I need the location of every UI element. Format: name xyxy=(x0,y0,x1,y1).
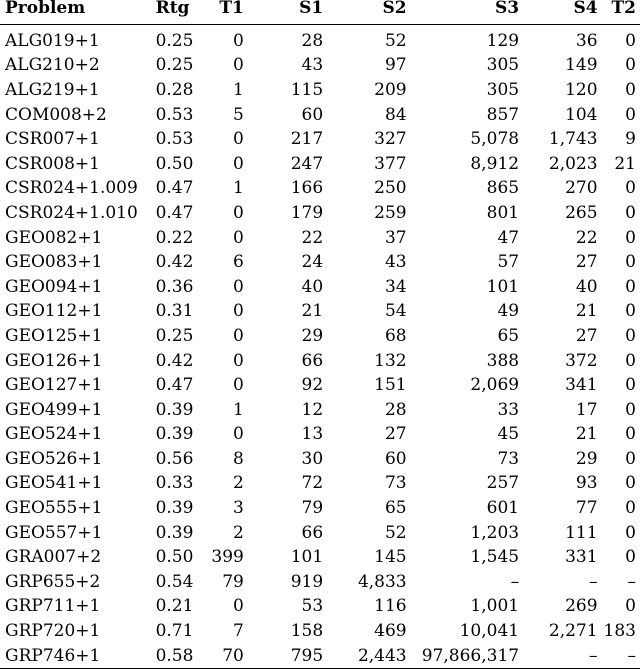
cell-rtg: 0.31 xyxy=(155,301,194,322)
cell-problem: GEO541+1 xyxy=(5,473,103,494)
cell-t1: 7 xyxy=(233,621,244,642)
cell-s1: 66 xyxy=(301,350,324,371)
cell-t2: 0 xyxy=(625,350,636,371)
cell-s2: 2,443 xyxy=(357,645,407,666)
cell-t2: 0 xyxy=(625,276,636,297)
cell-problem: GEO499+1 xyxy=(5,399,103,420)
cell-s1: 247 xyxy=(290,153,324,174)
cell-s1: 30 xyxy=(301,448,324,469)
cell-s2: 259 xyxy=(374,202,407,223)
cell-problem: ALG210+2 xyxy=(5,55,100,76)
header-t2: T2 xyxy=(611,0,636,18)
cell-t1: 79 xyxy=(222,571,244,592)
cell-t2: 0 xyxy=(625,30,636,51)
cell-t2: 0 xyxy=(625,202,636,223)
table-row xyxy=(0,78,640,103)
cell-s3: 47 xyxy=(497,227,520,248)
cell-s3: 49 xyxy=(497,301,520,322)
cell-s4: 120 xyxy=(565,79,598,100)
cell-t2: 0 xyxy=(625,55,636,76)
cell-s1: 72 xyxy=(301,473,324,494)
cell-s1: 92 xyxy=(301,375,324,396)
cell-t2: 9 xyxy=(625,129,636,150)
table-row xyxy=(0,373,640,398)
cell-problem: GEO126+1 xyxy=(5,350,103,371)
cell-rtg: 0.33 xyxy=(155,473,194,494)
cell-t1: 1 xyxy=(233,79,244,100)
cell-s4: 331 xyxy=(565,547,598,568)
cell-t1: 1 xyxy=(233,178,244,199)
cell-s1: 12 xyxy=(301,399,324,420)
cell-t2: 0 xyxy=(625,227,636,248)
cell-s2: 97 xyxy=(384,55,407,76)
cell-s4: 1,743 xyxy=(548,129,598,150)
table-row xyxy=(0,496,640,521)
table-body xyxy=(0,25,640,669)
cell-s1: 166 xyxy=(290,178,324,199)
cell-t1: 2 xyxy=(233,522,244,543)
cell-s3: 45 xyxy=(497,424,520,445)
cell-t2: 0 xyxy=(625,375,636,396)
header-s1: S1 xyxy=(299,0,324,18)
cell-problem: GRA007+2 xyxy=(5,547,102,568)
table-row xyxy=(0,177,640,202)
cell-rtg: 0.36 xyxy=(155,276,194,297)
cell-s3: 57 xyxy=(497,252,520,273)
cell-s1: 40 xyxy=(301,276,324,297)
cell-t1: 0 xyxy=(233,596,244,617)
cell-t1: 0 xyxy=(233,301,244,322)
header-rtg: Rtg xyxy=(155,0,190,18)
cell-s2: 28 xyxy=(384,399,407,420)
cell-rtg: 0.25 xyxy=(155,325,194,346)
cell-s4: 270 xyxy=(565,178,598,199)
table-row xyxy=(0,25,640,54)
table-row xyxy=(0,300,640,325)
cell-s3: 101 xyxy=(486,276,520,297)
cell-t1: 0 xyxy=(233,202,244,223)
cell-rtg: 0.47 xyxy=(155,375,194,396)
cell-s4: 104 xyxy=(565,104,598,125)
cell-s4: 2,023 xyxy=(548,153,598,174)
cell-t2: 0 xyxy=(625,596,636,617)
cell-t2: – xyxy=(627,571,636,592)
cell-s2: 43 xyxy=(384,252,407,273)
cell-s1: 21 xyxy=(301,301,324,322)
cell-s4: 341 xyxy=(565,375,598,396)
cell-t1: 6 xyxy=(233,252,244,273)
table-row xyxy=(0,152,640,177)
cell-s1: 60 xyxy=(301,104,324,125)
cell-t1: 0 xyxy=(233,227,244,248)
cell-t1: 0 xyxy=(233,375,244,396)
cell-s2: 54 xyxy=(384,301,407,322)
cell-t2: 0 xyxy=(625,178,636,199)
cell-rtg: 0.58 xyxy=(155,645,194,666)
cell-problem: GEO125+1 xyxy=(5,325,103,346)
cell-t1: 0 xyxy=(233,129,244,150)
cell-s1: 66 xyxy=(301,522,324,543)
cell-t2: 0 xyxy=(625,104,636,125)
cell-rtg: 0.42 xyxy=(155,350,194,371)
table-row xyxy=(0,423,640,448)
cell-t1: 0 xyxy=(233,424,244,445)
table-row xyxy=(0,324,640,349)
cell-s2: 34 xyxy=(384,276,407,297)
cell-problem: CSR008+1 xyxy=(5,153,100,174)
cell-problem: CSR007+1 xyxy=(5,129,100,150)
cell-s2: 327 xyxy=(374,129,407,150)
table-row xyxy=(0,619,640,644)
cell-t1: 8 xyxy=(233,448,244,469)
cell-s2: 60 xyxy=(384,448,407,469)
cell-t2: 0 xyxy=(625,424,636,445)
cell-s3: 65 xyxy=(497,325,520,346)
cell-s2: 377 xyxy=(374,153,407,174)
cell-t1: 0 xyxy=(233,350,244,371)
cell-s2: 65 xyxy=(384,498,407,519)
cell-t1: 2 xyxy=(233,473,244,494)
header-s4: S4 xyxy=(573,0,598,18)
cell-s3: 305 xyxy=(486,79,520,100)
header-t1: T1 xyxy=(219,0,244,18)
header-problem: Problem xyxy=(5,0,86,18)
cell-s3: – xyxy=(510,571,520,592)
table-row xyxy=(0,54,640,79)
cell-s4: 17 xyxy=(575,399,598,420)
cell-s1: 43 xyxy=(301,55,324,76)
cell-t1: 399 xyxy=(211,547,244,568)
cell-s1: 13 xyxy=(301,424,324,445)
cell-s2: 116 xyxy=(374,596,407,617)
cell-problem: CSR024+1.010 xyxy=(5,202,138,223)
cell-s4: – xyxy=(589,645,598,666)
table-row xyxy=(0,127,640,152)
cell-s3: 10,041 xyxy=(459,621,520,642)
cell-rtg: 0.39 xyxy=(155,424,194,445)
cell-t2: 0 xyxy=(625,252,636,273)
cell-problem: GEO083+1 xyxy=(5,252,103,273)
cell-s4: 29 xyxy=(575,448,598,469)
table-row xyxy=(0,447,640,472)
cell-s3: 865 xyxy=(486,178,520,199)
cell-t2: 0 xyxy=(625,498,636,519)
cell-t1: 5 xyxy=(233,104,244,125)
cell-s4: 27 xyxy=(575,252,598,273)
cell-s4: 21 xyxy=(575,424,598,445)
cell-rtg: 0.21 xyxy=(155,596,194,617)
cell-t2: 0 xyxy=(625,325,636,346)
cell-rtg: 0.42 xyxy=(155,252,194,273)
cell-s2: 84 xyxy=(384,104,407,125)
cell-rtg: 0.39 xyxy=(155,399,194,420)
cell-t1: 0 xyxy=(233,153,244,174)
cell-s1: 24 xyxy=(301,252,324,273)
cell-rtg: 0.47 xyxy=(155,178,194,199)
cell-s1: 28 xyxy=(301,30,324,51)
cell-s1: 115 xyxy=(290,79,324,100)
table-header xyxy=(0,0,640,25)
cell-t2: 0 xyxy=(625,547,636,568)
cell-s3: 129 xyxy=(486,30,520,51)
cell-t1: 1 xyxy=(233,399,244,420)
cell-t2: 21 xyxy=(614,153,636,174)
cell-s4: 111 xyxy=(565,522,598,543)
cell-s3: 1,203 xyxy=(470,522,520,543)
cell-problem: GEO524+1 xyxy=(5,424,103,445)
table-row xyxy=(0,201,640,226)
table-row xyxy=(0,595,640,620)
cell-s4: 269 xyxy=(565,596,598,617)
table-row xyxy=(0,545,640,570)
cell-s4: 22 xyxy=(575,227,598,248)
cell-s2: 145 xyxy=(374,547,407,568)
cell-problem: GEO557+1 xyxy=(5,522,103,543)
table-row xyxy=(0,103,640,128)
cell-s2: 151 xyxy=(374,375,407,396)
table-row xyxy=(0,250,640,275)
cell-rtg: 0.39 xyxy=(155,498,194,519)
cell-t2: – xyxy=(627,645,636,666)
cell-t1: 70 xyxy=(222,645,244,666)
cell-problem: ALG019+1 xyxy=(5,30,100,51)
cell-s1: 22 xyxy=(301,227,324,248)
cell-s1: 795 xyxy=(290,645,324,666)
cell-t1: 0 xyxy=(233,55,244,76)
cell-problem: GEO082+1 xyxy=(5,227,103,248)
cell-t2: 0 xyxy=(625,522,636,543)
cell-s2: 52 xyxy=(384,30,407,51)
cell-s3: 1,001 xyxy=(470,596,520,617)
cell-s3: 1,545 xyxy=(470,547,520,568)
cell-rtg: 0.56 xyxy=(155,448,194,469)
cell-s3: 305 xyxy=(486,55,520,76)
cell-t2: 0 xyxy=(625,399,636,420)
cell-s2: 209 xyxy=(374,79,407,100)
cell-rtg: 0.54 xyxy=(155,571,194,592)
cell-s2: 68 xyxy=(384,325,407,346)
cell-s3: 257 xyxy=(486,473,520,494)
cell-rtg: 0.25 xyxy=(155,55,194,76)
table-row xyxy=(0,644,640,669)
header-s3: S3 xyxy=(494,0,520,18)
table-row xyxy=(0,398,640,423)
cell-rtg: 0.71 xyxy=(155,621,194,642)
header-row xyxy=(0,0,640,25)
cell-t2: 0 xyxy=(625,448,636,469)
cell-problem: ALG219+1 xyxy=(5,79,100,100)
cell-s4: 27 xyxy=(575,325,598,346)
cell-s2: 27 xyxy=(384,424,407,445)
cell-s1: 158 xyxy=(290,621,324,642)
cell-t2: 183 xyxy=(603,621,636,642)
cell-problem: GRP746+1 xyxy=(5,645,101,666)
cell-problem: CSR024+1.009 xyxy=(5,178,138,199)
table-row xyxy=(0,226,640,251)
cell-s2: 52 xyxy=(384,522,407,543)
cell-rtg: 0.25 xyxy=(155,30,194,51)
cell-s3: 601 xyxy=(486,498,520,519)
cell-s3: 857 xyxy=(486,104,520,125)
cell-problem: GRP655+2 xyxy=(5,571,101,592)
cell-rtg: 0.22 xyxy=(155,227,194,248)
cell-s2: 73 xyxy=(384,473,407,494)
cell-s3: 8,912 xyxy=(470,153,520,174)
cell-rtg: 0.50 xyxy=(155,547,194,568)
cell-s1: 79 xyxy=(301,498,324,519)
cell-s4: – xyxy=(589,571,598,592)
cell-s1: 29 xyxy=(301,325,324,346)
cell-s4: 93 xyxy=(575,473,598,494)
cell-s4: 21 xyxy=(575,301,598,322)
cell-rtg: 0.53 xyxy=(155,129,194,150)
cell-s3: 388 xyxy=(486,350,520,371)
cell-s2: 4,833 xyxy=(357,571,407,592)
cell-s4: 265 xyxy=(565,202,598,223)
cell-t2: 0 xyxy=(625,301,636,322)
cell-s3: 33 xyxy=(497,399,520,420)
cell-s3: 73 xyxy=(497,448,520,469)
cell-s2: 37 xyxy=(384,227,407,248)
cell-s3: 2,069 xyxy=(470,375,520,396)
cell-problem: GEO112+1 xyxy=(5,301,103,322)
cell-s1: 179 xyxy=(290,202,324,223)
cell-s4: 40 xyxy=(575,276,598,297)
cell-s2: 250 xyxy=(374,178,407,199)
cell-s3: 97,866,317 xyxy=(421,645,520,666)
cell-problem: GEO094+1 xyxy=(5,276,103,297)
table-row xyxy=(0,521,640,546)
cell-problem: GEO555+1 xyxy=(5,498,103,519)
table-row xyxy=(0,275,640,300)
cell-rtg: 0.39 xyxy=(155,522,194,543)
cell-s4: 149 xyxy=(565,55,598,76)
cell-s4: 77 xyxy=(575,498,598,519)
cell-rtg: 0.47 xyxy=(155,202,194,223)
table-row xyxy=(0,472,640,497)
cell-t1: 0 xyxy=(233,30,244,51)
table-row xyxy=(0,570,640,595)
cell-problem: GEO526+1 xyxy=(5,448,103,469)
cell-t2: 0 xyxy=(625,473,636,494)
cell-problem: GRP711+1 xyxy=(5,596,101,617)
cell-problem: GRP720+1 xyxy=(5,621,101,642)
table-row xyxy=(0,349,640,374)
cell-rtg: 0.28 xyxy=(155,79,194,100)
cell-s1: 101 xyxy=(290,547,324,568)
cell-t2: 0 xyxy=(625,79,636,100)
header-s2: S2 xyxy=(382,0,407,18)
cell-s1: 53 xyxy=(301,596,324,617)
cell-t1: 0 xyxy=(233,276,244,297)
cell-rtg: 0.50 xyxy=(155,153,194,174)
cell-rtg: 0.53 xyxy=(155,104,194,125)
cell-t1: 3 xyxy=(233,498,244,519)
cell-s4: 372 xyxy=(565,350,598,371)
cell-s4: 36 xyxy=(575,30,598,51)
cell-s3: 5,078 xyxy=(470,129,520,150)
cell-problem: COM008+2 xyxy=(5,104,107,125)
cell-s1: 919 xyxy=(290,571,324,592)
cell-problem: GEO127+1 xyxy=(5,375,103,396)
cell-t1: 0 xyxy=(233,325,244,346)
cell-s2: 132 xyxy=(374,350,407,371)
cell-s3: 801 xyxy=(486,202,520,223)
cell-s2: 469 xyxy=(374,621,407,642)
cell-s4: 2,271 xyxy=(548,621,598,642)
cell-s1: 217 xyxy=(290,129,324,150)
